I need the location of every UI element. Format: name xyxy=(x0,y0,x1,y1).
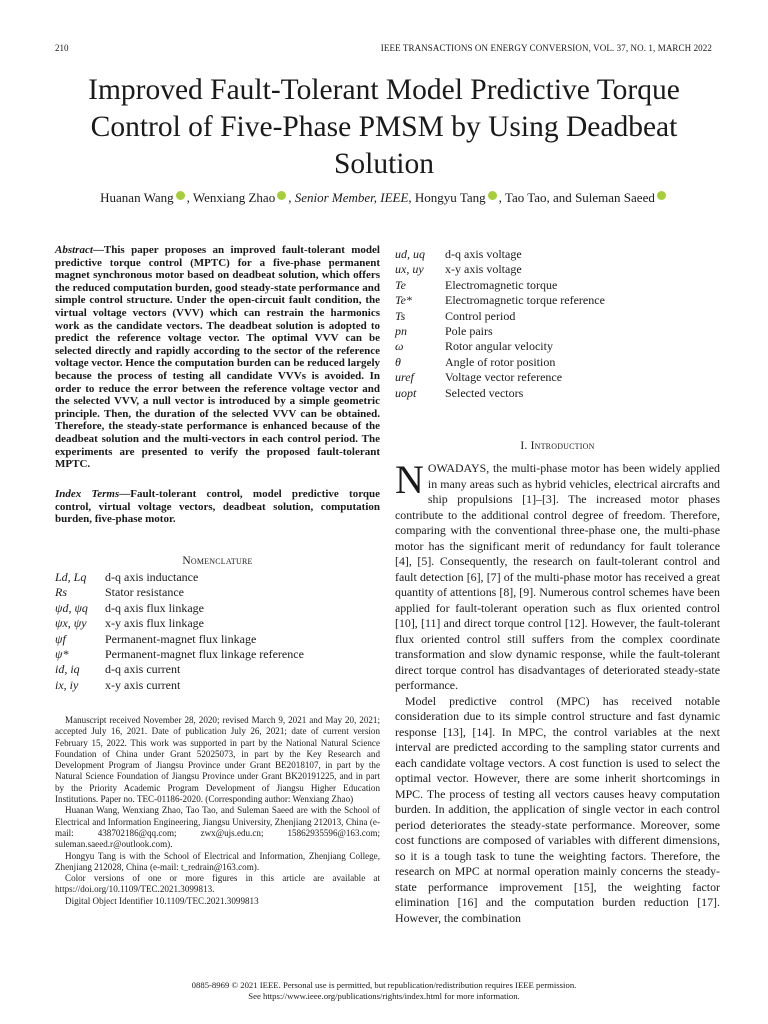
nomenclature-symbol: ux, uy xyxy=(395,262,424,277)
footnote-paragraph: Digital Object Identifier 10.1109/TEC.2021.3099813 xyxy=(65,895,259,906)
nomenclature-row xyxy=(395,262,720,277)
journal-header: IEEE TRANSACTIONS ON ENERGY CONVERSION, VOL. 37, NO. 1, MARCH 2022 xyxy=(380,43,712,53)
author-separator: , xyxy=(408,190,415,205)
nomenclature-symbol: uref xyxy=(395,370,414,385)
nomenclature-heading: Nomenclature xyxy=(182,555,253,567)
nomenclature-row xyxy=(395,293,720,308)
nomenclature-definition: Stator resistance xyxy=(105,585,184,600)
index-terms xyxy=(55,488,380,526)
page-number: 210 xyxy=(55,43,69,53)
footnote xyxy=(55,715,380,907)
nomenclature-row xyxy=(55,616,380,631)
nomenclature-symbol: ψx, ψy xyxy=(55,616,87,631)
author-role: Senior Member, IEEE xyxy=(294,190,409,205)
nomenclature-definition: Angle of rotor position xyxy=(445,354,556,369)
nomenclature-symbol: ψ* xyxy=(55,647,69,662)
author-separator: , xyxy=(498,190,505,205)
index-terms-text: —Fault-tolerant control, model predictive torque control, virtual voltage vectors, deadbeat solution, computation burden, five-phase motor. xyxy=(55,488,380,526)
abstract-label: Abstract xyxy=(55,244,93,256)
nomenclature-row xyxy=(55,601,380,616)
nomenclature-list-right xyxy=(395,247,720,401)
nomenclature-row xyxy=(395,355,720,370)
nomenclature-symbol: Ld, Lq xyxy=(55,570,87,584)
nomenclature-definition: Permanent-magnet flux linkage reference xyxy=(105,647,304,662)
author-name: Tao Tao xyxy=(504,190,547,205)
footnote-paragraph: Hongyu Tang is with the School of Electrical and Information, Zhenjiang College, Zhenjiang 212028, China (e-mail: t_redrain@163.com). xyxy=(55,850,380,872)
nomenclature-definition: d-q axis voltage xyxy=(445,247,522,261)
nomenclature-symbol: ψf xyxy=(55,631,66,646)
author-name: Huanan Wang xyxy=(100,190,174,205)
dropcap: N xyxy=(395,457,424,502)
abstract-text: —This paper proposes an improved fault-tolerant model predictive torque control (MPTC) for a five-phase permanent magnet synchronous motor based on deadbeat solution, which offers the reduced computation burden, good steady-state performance and simple control structure. Under the open-circuit fault condition, the virtual voltage vectors (VVV) which can restrain the harmonics work as the candidate vectors. The deadbeat solution is adopted to predict the reference voltage vector. The optimal VVV can be selected directly and rapidly according to the sector of the reference voltage vector. Hence the computation burden can be reduced largely because the process of testing all candidate VVVs is avoided. In order to reduce the error between the reference voltage vector and the selected VVV, a null vector is introduced by a simple geometric principle. Then, the duration of the selected VVV can be obtained. Therefore, the steady-state performance is enhanced because of the deadbeat solution and the multi-vectors in each control period. The experiments are presented to verify the proposed fault-tolerant MPTC. xyxy=(55,244,380,471)
nomenclature-definition: Control period xyxy=(445,308,516,323)
author-name: Wenxiang Zhao xyxy=(192,190,276,205)
orcid-icon[interactable] xyxy=(657,191,666,200)
nomenclature-symbol: Te xyxy=(395,277,406,292)
orcid-icon[interactable] xyxy=(277,191,286,200)
introduction-paragraph: Model predictive control (MPC) has received notable consideration due to its simple control structure and fast dynamic response [13], [14]. In MPC, the control variables at the next interval are predicted according to the sampling stator currents and each candidate voltage vectors. A cost function is used to select the optimal vector. However, there are some inherit shortcomings in MPC. The process of testing all vectors causes heavy computation burden. In addition, the application of single vector in each control period deteriorates the steady-state performance. Moreover, some cost functions are composed of variables with different dimensions, so it is a tough task to tune the weighting factors. Therefore, the research on MPC at normal operation mainly concerns the steady-state performance improvement [15], the weighting factor elimination [16] and the computation burden reduction [17]. However, the combination xyxy=(395,693,720,925)
nomenclature-symbol: uopt xyxy=(395,385,417,400)
author-name: Suleman Saeed xyxy=(575,190,655,205)
abstract xyxy=(55,244,380,471)
nomenclature-definition: Permanent-magnet flux linkage xyxy=(105,631,257,646)
introduction-body xyxy=(395,457,720,926)
nomenclature-row xyxy=(395,324,720,339)
footnote-paragraph: Color versions of one or more figures in this article are available at https://doi.org/10.1109/TEC.2021.3099813. xyxy=(55,873,380,895)
nomenclature-symbol: ψd, ψq xyxy=(55,600,88,615)
nomenclature-definition: Rotor angular velocity xyxy=(445,339,553,354)
nomenclature-symbol: Ts xyxy=(395,308,406,323)
nomenclature-definition: d-q axis current xyxy=(105,662,181,677)
introduction-heading: I. Introduction xyxy=(520,440,595,452)
nomenclature-row xyxy=(55,678,380,693)
footnote-paragraph: Huanan Wang, Wenxiang Zhao, Tao Tao, and Suleman Saeed are with the School of Electrical and Information Engineering, Jiangsu University, Zhenjiang 212013, China (e-mail: 438702186@qq.com; zwx@ujs.edu.cn; 15862935596@163.com; suleman.saeed.r@outlook.com). xyxy=(55,805,380,850)
nomenclature-row xyxy=(395,370,720,385)
author-list: Huanan Wang , Wenxiang Zhao , Senior Member, IEEE, Hongyu Tang , Tao Tao, and Suleman Saeed xyxy=(30,190,738,206)
nomenclature-symbol: Te* xyxy=(395,293,412,308)
nomenclature-row xyxy=(395,247,720,262)
nomenclature-definition: x-y axis current xyxy=(105,677,181,692)
nomenclature-definition: Pole pairs xyxy=(445,324,493,339)
nomenclature-row xyxy=(395,309,720,324)
introduction-paragraph xyxy=(395,457,720,694)
nomenclature-symbol: pn xyxy=(395,324,407,339)
orcid-icon[interactable] xyxy=(176,191,185,200)
nomenclature-symbol: ω xyxy=(395,339,404,354)
orcid-icon[interactable] xyxy=(488,191,497,200)
author-separator: , and xyxy=(546,190,576,205)
nomenclature-definition: x-y axis flux linkage xyxy=(105,616,204,631)
nomenclature-definition: Selected vectors xyxy=(445,385,524,400)
nomenclature-list-left xyxy=(55,570,380,693)
copyright-line: 0885-8969 © 2021 IEEE. Personal use is permitted, but republication/redistribution requires IEEE permission. xyxy=(191,980,577,990)
nomenclature-definition: x-y axis voltage xyxy=(445,262,522,277)
nomenclature-row xyxy=(55,570,380,585)
nomenclature-definition: Voltage vector reference xyxy=(445,370,563,385)
paragraph-text: OWADAYS, the multi-phase motor has been widely applied in many areas such as hybrid vehicles, electrical aircrafts and ship propulsions [1]–[3]. The increased motor phases contribute to the additional control degree of freedom. Therefore, comparing with the conventional three-phase one, the multi-phase motor has the significant merit of redundancy for fault tolerance [4], [5]. Consequently, the research on fault-tolerant control and fault detection [6], [7] of the multi-phase motor has received a great quantity of attentions [8], [9]. Numerous control schemes have been applied for fault-tolerant operation such as flux oriented control [10], [11] and direct torque control [12]. However, the fault-tolerant flux oriented control still suffers from the complex coordinate transformation and slow dynamic response, while the fault-tolerant direct torque control has disadvantages of deteriorated steady-state performance. xyxy=(395,461,720,692)
nomenclature-row xyxy=(55,632,380,647)
nomenclature-definition: d-q axis flux linkage xyxy=(105,600,204,615)
nomenclature-row xyxy=(55,662,380,677)
nomenclature-row xyxy=(55,585,380,600)
nomenclature-definition: Electromagnetic torque reference xyxy=(445,293,605,308)
nomenclature-row xyxy=(55,647,380,662)
nomenclature-row xyxy=(395,386,720,401)
nomenclature-row xyxy=(395,339,720,354)
nomenclature-symbol: ix, iy xyxy=(55,677,79,692)
index-terms-label: Index Terms xyxy=(55,488,120,500)
nomenclature-definition: Electromagnetic torque xyxy=(445,277,558,292)
nomenclature-symbol: θ xyxy=(395,354,401,369)
nomenclature-symbol: Rs xyxy=(55,585,67,600)
copyright-footer xyxy=(40,980,728,1002)
nomenclature-row xyxy=(395,278,720,293)
nomenclature-definition: d-q axis inductance xyxy=(105,570,199,584)
author-name: Hongyu Tang xyxy=(414,190,486,205)
nomenclature-symbol: ud, uq xyxy=(395,247,425,261)
author-separator: , xyxy=(186,190,193,205)
paper-title: Improved Fault-Tolerant Model Predictive Torque Control of Five-Phase PMSM by Using Deadbeat Solution xyxy=(88,74,680,180)
footnote-paragraph: Manuscript received November 28, 2020; revised March 9, 2021 and May 20, 2021; accepted July 16, 2021. Date of publication July 26, 2021; date of current version February 15, 2022. This work was supported in part by the National Natural Science Foundation of China under Grant 52025073, in part by the Key Research and Development Program of Jiangsu Province under Grant BE2018107, in part by the Natural Science Foundation of Jiangsu Province under Grant BK20191225, and in part by the Priority Academic Program Development of Jiangsu Higher Education Institutions. Paper no. TEC-01186-2020. (Corresponding author: Wenxiang Zhao) xyxy=(55,715,380,805)
nomenclature-symbol: id, iq xyxy=(55,662,80,677)
rights-link-line[interactable]: See https://www.ieee.org/publications/rights/index.html for more information. xyxy=(248,991,520,1001)
